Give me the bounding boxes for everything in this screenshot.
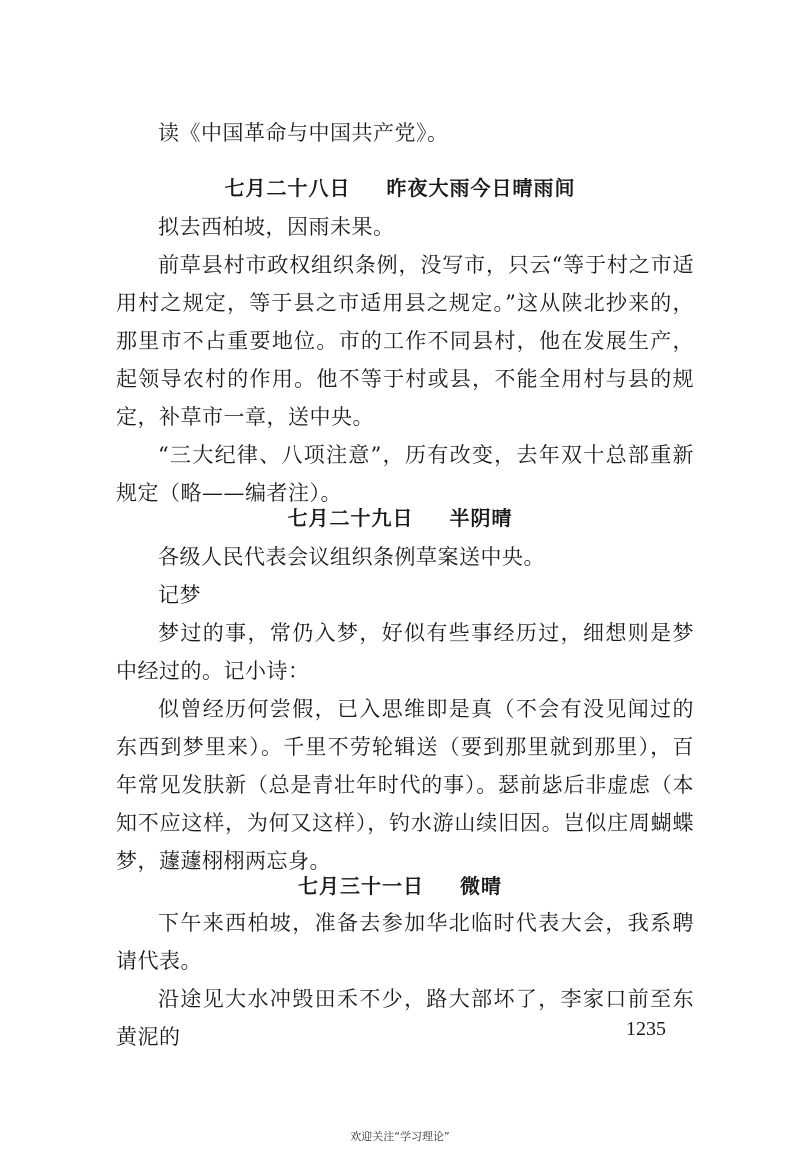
paragraph-dream-text: 梦过的事，常仍入梦，好似有些事经历过，细想则是梦中经过的。记小诗： — [116, 621, 694, 683]
entry-date: 七月三十一日 — [298, 874, 424, 898]
paragraph-dream-title: 记梦 — [158, 583, 201, 607]
entry-weather: 微晴 — [460, 874, 502, 898]
entry-date: 七月二十九日 — [287, 506, 414, 530]
entry-weather: 昨夜大雨今日晴雨间 — [386, 176, 576, 200]
paragraph-flood-damage: 沿途见大水冲毁田禾不少，路大部坏了，李家口前至东黄泥的 — [116, 987, 694, 1049]
entry-weather: 半阴晴 — [449, 506, 513, 530]
paragraph-three-disciplines: “三大纪律、八项注意”，历有改变，去年双十总部重新规定（略——编者注）。 — [116, 443, 694, 505]
paragraph-reading-note: 读《中国革命与中国共产党》。 — [158, 121, 449, 145]
paragraph-people-congress: 各级人民代表会议组织条例草案送中央。 — [158, 545, 545, 569]
entry-heading-july-31 — [0, 870, 800, 899]
footer-watermark: 欢迎关注“学习理论” — [350, 1130, 450, 1143]
entry-heading-july-28 — [0, 172, 800, 201]
entry-date: 七月二十八日 — [224, 176, 351, 200]
page-number: 1235 — [626, 1018, 666, 1040]
paragraph-city-regulation: 前草县村市政权组织条例，没写市，只云“等于村之市适用村之规定，等于县之市适用县之规定。”这从陕北抄来的，那里市不占重要地位。市的工作不同县村，他在发展生产，起领导农村的作用。他不等于村或县，不能全用村与县的规定，补草市一章，送中央。 — [116, 253, 694, 429]
entry-heading-july-29 — [0, 502, 800, 531]
paragraph-afternoon-trip: 下午来西柏坡，准备去参加华北临时代表大会，我系聘请代表。 — [116, 911, 694, 973]
paragraph-xibaipo-plan: 拟去西柏坡，因雨未果。 — [158, 215, 395, 239]
paragraph-poem: 似曾经历何尝假，已入思维即是真（不会有没见闻过的东西到梦里来）。千里不劳轮辑送（要到那里就到那里），百年常见发肤新（总是青壮年时代的事）。瑟前毖后非虚虑（本知不应这样，为何又这样），钓水游山续旧因。岂似庄周蝴蝶梦，蘧蘧栩栩两忘身。 — [116, 697, 694, 873]
